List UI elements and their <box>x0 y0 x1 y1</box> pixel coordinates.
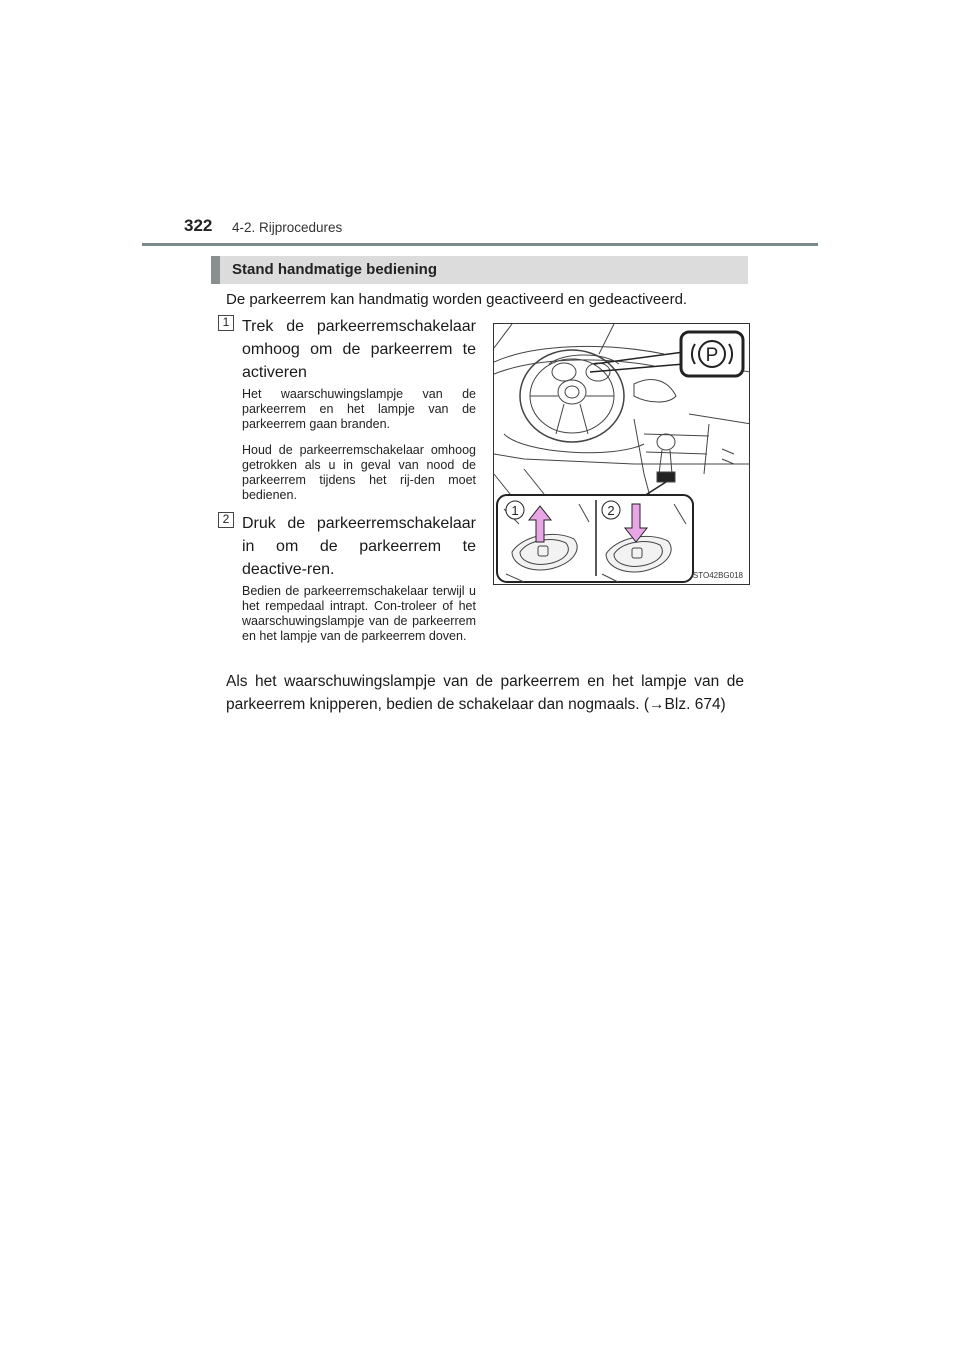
step-2-note-1: Bedien de parkeerremschakelaar terwijl u het rempedaal intrapt. Con-troleer of het waarschuwingslampje van de parkeerrem en het lampje van de parkeerrem doven. <box>242 584 476 643</box>
page-number: 322 <box>184 216 213 235</box>
step-2-instruction: Druk de parkeerremschakelaar in om de parkeerrem te deactive-ren. <box>242 515 476 578</box>
section-title-bar <box>211 256 748 284</box>
step-1-badge: 1 <box>218 315 234 331</box>
figure-code: STO42BG018 <box>692 571 743 580</box>
intro-paragraph: De parkeerrem kan handmatig worden geactiveerd en gedeactiveerd. <box>226 291 688 308</box>
parking-brake-illustration <box>493 323 750 585</box>
step-2-badge: 2 <box>218 512 234 528</box>
step-1-note-2: Houd de parkeerremschakelaar omhoog getrokken als u in geval van nood de parkeerrem tijdens het rij-den moet bedienen. <box>242 443 476 502</box>
step-1-instruction: Trek de parkeerremschakelaar omhoog om de parkeerrem te activeren <box>242 318 476 381</box>
header-divider <box>142 243 818 246</box>
closing-paragraph: Als het waarschuwingslampje van de parkeerrem en het lampje van de parkeerrem knipperen, bedien de schakelaar dan nogmaals. (→Blz. 674) <box>226 673 744 713</box>
dashboard-drawing <box>494 324 750 585</box>
callout-2: 2 <box>607 503 615 518</box>
chapter-header: 4-2. Rijprocedures <box>232 220 343 235</box>
section-title: Stand handmatige bediening <box>232 261 438 278</box>
step-1-note-1: Het waarschuwingslampje van de parkeerrem en het lampje van de parkeerrem gaan branden. <box>242 387 476 431</box>
callout-1: 1 <box>511 503 519 518</box>
parking-indicator-letter: P <box>705 345 719 366</box>
